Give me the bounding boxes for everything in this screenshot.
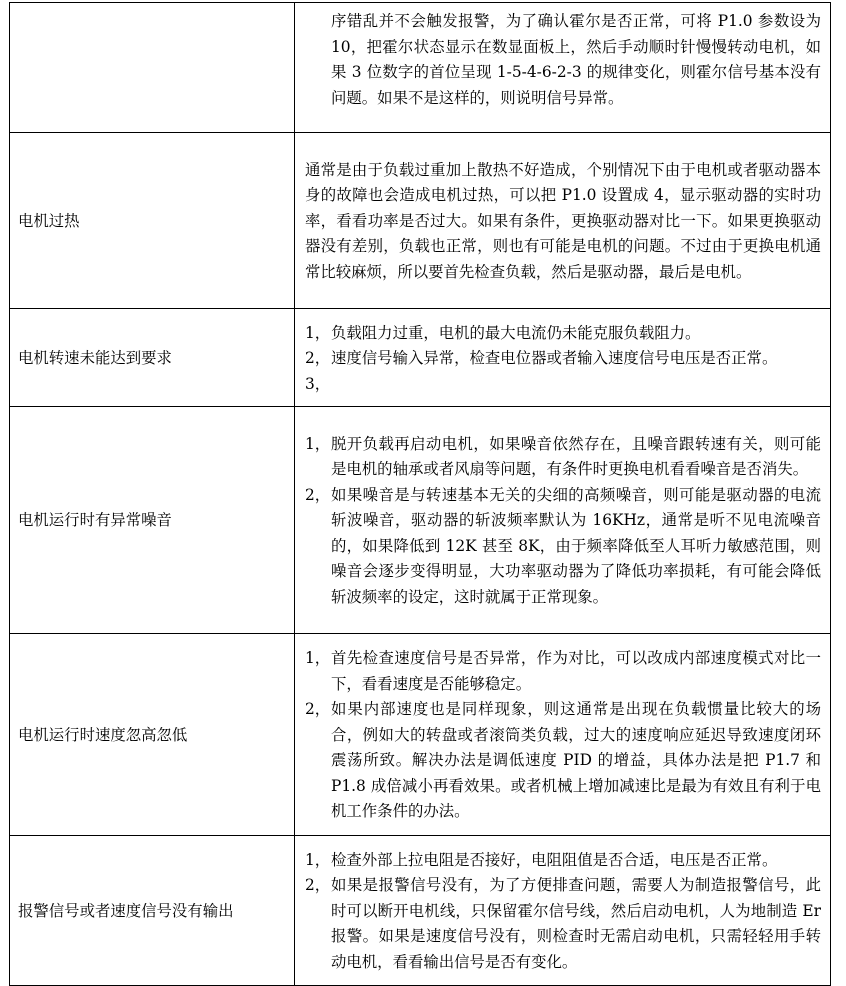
item-number: 2， — [305, 876, 331, 895]
issue-cell — [10, 836, 295, 986]
item-text: 如果内部速度也是同样现象，则这通常是出现在负载惯量比较大的场合，例如大的转盘或者滚筒类负载，过大的速度响应延迟导致速度闭环震荡所致。解决办法是调低速度 PID 的增益，具体办法是把 P1.7 和 P1.8 成倍减小再看效果。或者机械上增加减速比是最为有效且有利于电机工作条件的办法。 — [331, 700, 821, 821]
table-row — [10, 407, 831, 634]
table-row — [10, 634, 831, 836]
list-item — [305, 346, 821, 372]
solution-cell — [295, 3, 831, 133]
item-number: 1， — [305, 323, 331, 342]
issue-cell — [10, 309, 295, 407]
solution-cell — [295, 634, 831, 836]
list-item — [305, 321, 821, 347]
list-item — [305, 646, 821, 697]
issue-label: 电机过热 — [18, 211, 80, 230]
solution-cell — [295, 309, 831, 407]
list-item — [305, 697, 821, 825]
item-number: 1， — [305, 850, 331, 869]
table-row — [10, 133, 831, 309]
item-text: 如果是报警信号没有，为了方便排查问题，需要人为制造报警信号，此时可以断开电机线，只保留霍尔信号线，然后启动电机，人为地制造 Er 报警。如果是速度信号没有，则检查时无需启动电机，只需轻轻用手转动电机，看看输出信号是否有变化。 — [331, 876, 821, 971]
solution-cell — [295, 133, 831, 309]
issue-cell — [10, 3, 295, 133]
issue-cell — [10, 133, 295, 309]
troubleshooting-table — [9, 2, 831, 986]
solution-cell — [295, 407, 831, 634]
solution-text: 通常是由于负载过重加上散热不好造成，个别情况下由于电机或者驱动器本身的故障也会造成电机过热，可以把 P1.0 设置成 4，显示驱动器的实时功率，看看功率是否过大。如果有条件，更换驱动器对比一下。如果更换驱动器没有差别，负载也正常，则也有可能是电机的问题。不过由于更换电机通常比较麻烦，所以要首先检查负载，然后是驱动器，最后是电机。 — [305, 160, 821, 281]
item-number: 2， — [305, 700, 331, 719]
item-number: 1， — [305, 434, 331, 453]
issue-label: 电机运行时有异常噪音 — [18, 511, 172, 529]
troubleshooting-document — [9, 2, 831, 986]
item-text: 首先检查速度信号是否异常，作为对比，可以改成内部速度模式对比一下，看看速度是否能够稳定。 — [331, 649, 821, 693]
item-number: 2， — [305, 349, 331, 367]
item-text: 速度信号输入异常，检查电位器或者输入速度信号电压是否正常。 — [331, 349, 778, 367]
item-number: 3， — [305, 374, 331, 393]
item-number: 2， — [305, 485, 331, 504]
item-text: 如果噪音是与转速基本无关的尖细的高频噪音，则可能是驱动器的电流斩波噪音，驱动器的斩波频率默认为 16KHz，通常是听不见电流噪音的，如果降低到 12K 甚至 8K，由于频率降低至人耳听力敏感范围，则噪音会逐步变得明显，大功率驱动器为了降低功率损耗，有可能会降低斩波频率的设定，这时就属于正常现象。 — [331, 485, 821, 606]
issue-label: 电机转速未能达到要求 — [18, 348, 172, 367]
table-row — [10, 309, 831, 407]
issue-cell — [10, 634, 295, 836]
table-row — [10, 3, 831, 133]
item-number: 1， — [305, 649, 331, 668]
issue-cell — [10, 407, 295, 634]
list-item — [305, 372, 821, 397]
solution-text: 序错乱并不会触发报警，为了确认霍尔是否正常，可将 P1.0 参数设为 10，把霍尔状态显示在数显面板上，然后手动顺时针慢慢转动电机，如果 3 位数字的首位呈现 1-5-4-6-2-3 的规律变化，则霍尔信号基本没有问题。如果不是这样的，则说明信号异常。 — [331, 12, 821, 107]
list-item — [305, 432, 821, 483]
issue-label: 电机运行时速度忽高忽低 — [18, 725, 188, 744]
issue-label: 报警信号或者速度信号没有输出 — [18, 901, 234, 920]
item-text: 脱开负载再启动电机，如果噪音依然存在，且噪音跟转速有关，则可能是电机的轴承或者风扇等问题，有条件时更换电机看看噪音是否消失。 — [331, 434, 821, 479]
list-item — [305, 483, 821, 611]
table-row — [10, 836, 831, 986]
item-text: 检查外部上拉电阻是否接好，电阻阻值是否合适，电压是否正常。 — [331, 850, 778, 869]
list-item — [305, 848, 821, 874]
solution-cell — [295, 836, 831, 986]
list-item — [305, 873, 821, 975]
item-text: 负载阻力过重，电机的最大电流仍未能克服负载阻力。 — [331, 323, 701, 342]
